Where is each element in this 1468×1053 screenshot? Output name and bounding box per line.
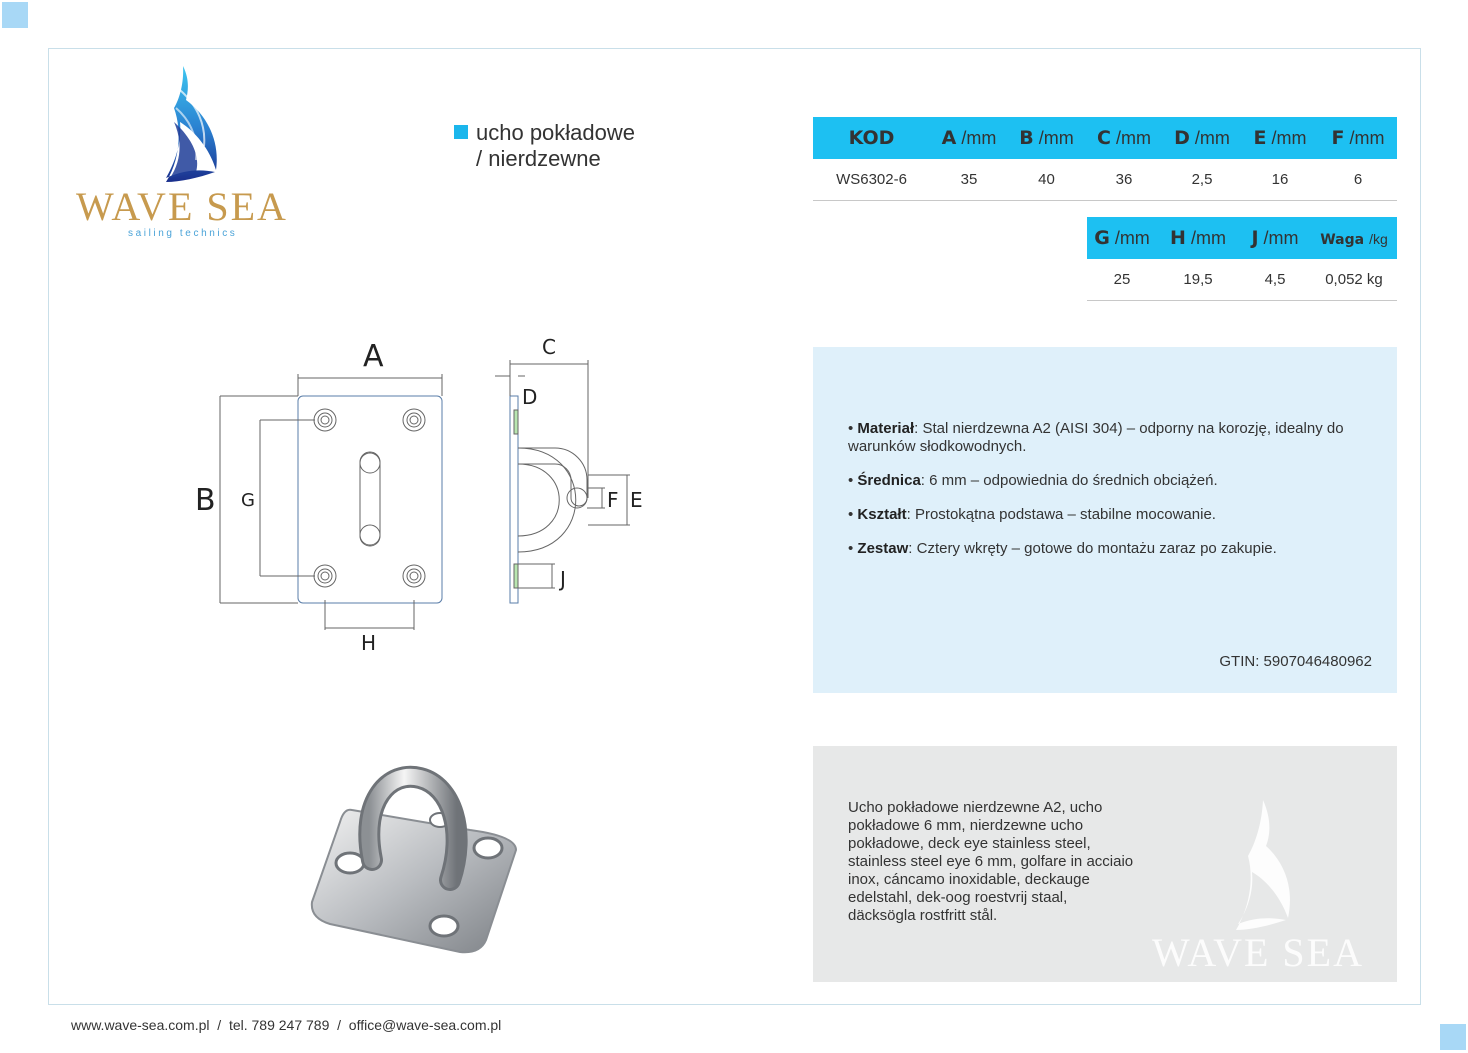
dim-label-b: B (195, 483, 216, 518)
title-bullet-icon (454, 125, 468, 139)
list-item: • Średnica: 6 mm – odpowiednia do średnich obciążeń. (848, 472, 1218, 489)
table-row (1087, 259, 1397, 300)
wave-sea-watermark-icon (1138, 794, 1378, 974)
footer-contact: www.wave-sea.com.pl / tel. 789 247 789 / office@wave-sea.com.pl (71, 1017, 502, 1033)
col-header: G /mm (1087, 217, 1157, 259)
cell: 4,5 (1239, 259, 1311, 300)
cell: 0,052 kg (1311, 259, 1397, 300)
corner-square-top-left (2, 2, 28, 28)
dim-label-j: J (560, 567, 566, 591)
cell: 2,5 (1163, 159, 1241, 200)
product-title (454, 120, 635, 172)
cell: 36 (1085, 159, 1163, 200)
description-box (813, 746, 1397, 982)
dim-label-h: H (361, 631, 377, 655)
spec-table-2 (1087, 217, 1397, 301)
col-header: C /mm (1085, 117, 1163, 159)
dim-label-g: G (241, 490, 255, 511)
dim-label-e: E (630, 488, 643, 512)
list-item: • Materiał: Stal nierdzewna A2 (AISI 304) – odporny na korozję, idealny do warunków słodkowodnych. (848, 420, 1344, 455)
col-header: E /mm (1241, 117, 1319, 159)
cell: 19,5 (1157, 259, 1239, 300)
col-header: J /mm (1239, 217, 1311, 259)
spec-table-2-header (1087, 217, 1397, 259)
spec-table-1 (813, 117, 1397, 201)
list-item: • Kształt: Prostokątna podstawa – stabilne mocowanie. (848, 506, 1216, 523)
cell: WS6302-6 (813, 159, 930, 200)
cell: 35 (930, 159, 1008, 200)
cell: 16 (1241, 159, 1319, 200)
features-list (848, 420, 1348, 574)
list-item: • Zestaw: Cztery wkręty – gotowe do montażu zaraz po zakupie. (848, 540, 1277, 557)
table-row (813, 159, 1397, 200)
product-photo (290, 740, 550, 970)
spec-table-1-header (813, 117, 1397, 159)
description-text: Ucho pokładowe nierdzewne A2, ucho pokładowe 6 mm, nierdzewne ucho pokładowe, deck eye stainless steel, stainless steel eye 6 mm, golfare in acciaio inox, cáncamo inoxidable, deckauge edelstahl, dek-oog roestvrij staal, däcksögla rostfritt stål. (848, 799, 1134, 924)
col-header: B /mm (1008, 117, 1085, 159)
col-header: KOD (813, 117, 930, 159)
dim-label-f: F (607, 488, 619, 512)
cell: 6 (1319, 159, 1397, 200)
corner-square-bottom-right (1440, 1024, 1466, 1050)
product-title-line1: ucho pokładowe (476, 120, 636, 145)
col-header: H /mm (1157, 217, 1239, 259)
product-title-line2: / nierdzewne (476, 146, 601, 171)
gtin-code: GTIN: 5907046480962 (1219, 653, 1372, 670)
dim-label-a: A (363, 339, 384, 374)
dim-label-d: D (522, 385, 538, 409)
col-header: D /mm (1163, 117, 1241, 159)
features-box (813, 347, 1397, 693)
brand-tagline: sailing technics (128, 228, 238, 239)
technical-drawing (185, 330, 665, 660)
col-header: A /mm (930, 117, 1008, 159)
col-header: F /mm (1319, 117, 1397, 159)
cell: 40 (1008, 159, 1085, 200)
cell: 25 (1087, 259, 1157, 300)
dim-label-c: C (542, 335, 556, 359)
svg-text:WAVE SEA: WAVE SEA (1152, 930, 1364, 974)
col-header: Waga /kg (1311, 217, 1397, 259)
brand-name: WAVE SEA (76, 184, 288, 229)
